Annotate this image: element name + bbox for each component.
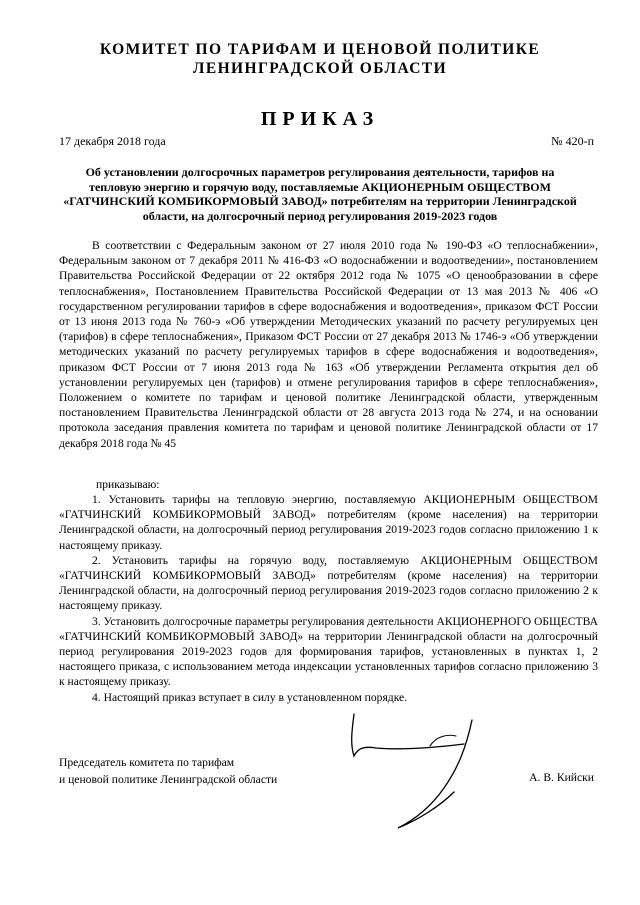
signer-position	[59, 754, 277, 788]
order-date: 17 декабря 2018 года	[59, 134, 166, 148]
signer-position-line-2: и ценовой политике Ленинградской области	[59, 773, 278, 786]
handwritten-signature	[340, 708, 540, 858]
order-item-1: 1. Установить тарифы на тепловую энергию, поставляемую АКЦИОНЕРНЫМ ОБЩЕСТВОМ «ГАТЧИНСКИЙ КОМБИКОРМОВЫЙ ЗАВОД» потребителям (кроме населения) на территории Ленинградской области, на долгосрочный период регулирования 2019-2023 годов согласно приложению 1 к настоящему приказу.	[59, 493, 598, 552]
order-number: № 420-п	[551, 134, 594, 148]
order-item-2: 2. Установить тарифы на горячую воду, поставляемую АКЦИОНЕРНЫМ ОБЩЕСТВОМ «ГАТЧИНСКИЙ КОМБИКОРМОВЫЙ ЗАВОД» потребителям (кроме населения) на территории Ленинградской области, на долгосрочный период регулирования 2019-2023 годов согласно приложению 2 к настоящему приказу.	[59, 553, 598, 613]
document-type-title: ПРИКАЗ	[260, 108, 380, 130]
preamble-paragraph: В соответствии с Федеральным законом от 27 июля 2010 года № 190-ФЗ «О теплоснабжении», Федеральным законом от 7 декабря 2011 № 416-ФЗ «О водоснабжении и водоотведении», постановлением Правительства Российской Федерации от 22 октября 2012 года № 1075 «О ценообразовании в сфере теплоснабжения», Постановлением Правительства Российской Федерации от 13 мая 2013 № 406 «О государственном регулировании тарифов в сфере водоснабжения и водоотведения», приказом ФСТ России от 13 июня 2013 года № 760-э «Об утверждении Методических указаний по расчету регулируемых цен (тарифов) в сфере теплоснабжения», Приказом ФСТ России от 27 декабря 2013 № 1746-э «Об утверждении методических указаний по расчету регулируемых тарифов в сфере водоснабжения и водоотведения», приказом ФСТ России от 7 июня 2013 года № 163 «Об утверждении Регламента открытия дел об установлении регулируемых цен (тарифов) и отмене регулирования тарифов в сфере теплоснабжения», Положением о комитете по тарифам и ценовой политике Ленинградской области, утвержденным постановлением Правительства Ленинградской области от 28 августа 2013 года № 274, и на основании протокола заседания правления комитета по тарифам и ценовой политике Ленинградской области от 17 декабря 2018 года № 45	[59, 239, 598, 450]
order-items	[59, 492, 598, 705]
order-subject: Об установлении долгосрочных параметров регулирования деятельности, тарифов на тепловую энергию и горячую воду, поставляемые АКЦИОНЕРНЫМ ОБЩЕСТВОМ «ГАТЧИНСКИЙ КОМБИКОРМОВЫЙ ЗАВОД» потребителям на территории Ленинградской области, на долгосрочный период регулирования 2019-2023 годов	[63, 165, 577, 223]
signer-position-line-1: Председатель комитета по тарифам	[59, 756, 235, 769]
issuing-authority	[40, 40, 600, 78]
order-item-4: 4. Настоящий приказ вступает в силу в установленном порядке.	[92, 690, 408, 704]
authority-line-1: КОМИТЕТ ПО ТАРИФАМ И ЦЕНОВОЙ ПОЛИТИКЕ	[99, 41, 541, 58]
order-item-3: 3. Установить долгосрочные параметры регулирования деятельности АКЦИОНЕРНОГО ОБЩЕСТВА «ГАТЧИНСКИЙ КОМБИКОРМОВЫЙ ЗАВОД» на территории Ленинградской области на долгосрочный период регулирования 2019-2023 годов для формирования тарифов, установленных в пунктах 1, 2 настоящего приказа, с использованием метода индексации установленных тарифов согласно приложению 3 к настоящему приказу.	[59, 614, 598, 689]
signer-name: А. В. Кийски	[529, 771, 594, 784]
authority-line-2: ЛЕНИНГРАДСКОЙ ОБЛАСТИ	[192, 60, 448, 77]
decree-word: приказываю:	[96, 478, 160, 491]
